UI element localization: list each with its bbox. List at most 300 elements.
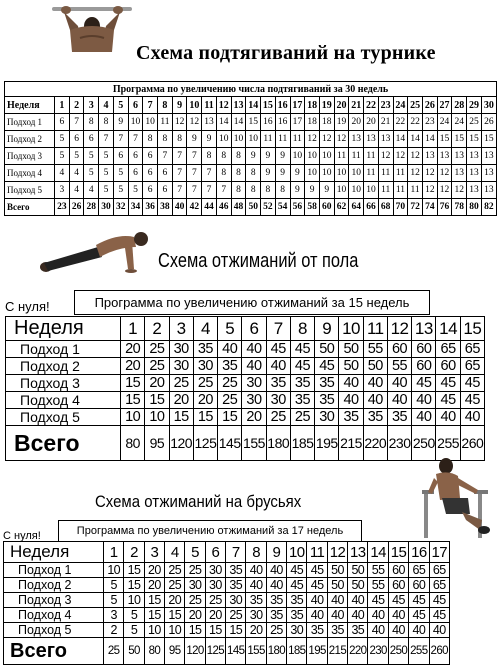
pullups-set-label: Подход 2	[5, 131, 55, 148]
dips-rep-cell: 40	[409, 623, 429, 638]
pushups-rep-cell: 30	[315, 409, 339, 426]
dips-set-row	[4, 563, 450, 578]
pushups-rep-cell: 45	[412, 375, 436, 392]
dips-rep-cell: 10	[124, 593, 144, 608]
dips-rep-cell: 65	[409, 563, 429, 578]
dips-rep-cell: 65	[429, 578, 450, 593]
dips-rep-cell: 55	[368, 563, 388, 578]
dips-rep-cell: 35	[327, 623, 347, 638]
dips-rep-cell: 45	[429, 608, 450, 623]
pullups-week-number: 2	[69, 97, 84, 114]
pullups-rep-cell: 11	[364, 148, 379, 165]
pushups-total-cell: 250	[412, 426, 436, 461]
dips-rep-cell: 15	[165, 608, 185, 623]
dips-rep-cell: 35	[287, 593, 307, 608]
dips-rep-cell: 35	[226, 578, 246, 593]
pullups-rep-cell: 5	[113, 182, 128, 199]
pullups-rep-cell: 16	[275, 114, 290, 131]
pushup-man-illustration	[38, 227, 150, 275]
pushups-total-cell: 80	[121, 426, 145, 461]
pullups-rep-cell: 12	[452, 182, 467, 199]
dips-rep-cell: 30	[246, 608, 266, 623]
pullups-total-cell: 28	[84, 199, 99, 216]
pushups-total-cell: 220	[363, 426, 387, 461]
pullups-week-number: 25	[408, 97, 423, 114]
dips-rep-cell: 35	[287, 608, 307, 623]
pullups-rep-cell: 9	[261, 148, 276, 165]
pushups-total-cell: 95	[145, 426, 169, 461]
pullups-rep-cell: 6	[84, 131, 99, 148]
pushups-total-cell: 145	[218, 426, 242, 461]
pushups-rep-cell: 45	[290, 358, 314, 375]
pushups-rep-cell: 15	[169, 409, 193, 426]
dips-rep-cell: 40	[246, 578, 266, 593]
pullups-rep-cell: 15	[437, 131, 452, 148]
pullups-rep-cell: 9	[275, 148, 290, 165]
pushups-rep-cell: 40	[363, 375, 387, 392]
pullups-rep-cell: 11	[378, 165, 393, 182]
dips-rep-cell: 40	[368, 608, 388, 623]
dips-rep-cell: 40	[348, 608, 368, 623]
dips-table	[3, 541, 450, 665]
pullups-rep-cell: 7	[187, 165, 202, 182]
pushups-rep-cell: 60	[412, 358, 436, 375]
dips-total-cell: 215	[327, 638, 347, 665]
pullups-rep-cell: 12	[437, 182, 452, 199]
pushups-week-header-label: Неделя	[6, 317, 121, 341]
dips-rep-cell: 65	[429, 563, 450, 578]
pushups-total-row	[6, 426, 485, 461]
pullups-rep-cell: 12	[393, 148, 408, 165]
pullups-total-cell: 42	[187, 199, 202, 216]
pullups-rep-cell: 8	[246, 165, 261, 182]
pushups-week-number: 10	[339, 317, 363, 341]
pullups-rep-cell: 12	[422, 165, 437, 182]
pullups-rep-cell: 10	[319, 148, 334, 165]
pullups-rep-cell: 9	[202, 131, 217, 148]
pullups-rep-cell: 23	[422, 114, 437, 131]
pullups-total-cell: 36	[143, 199, 158, 216]
dips-start-note: С нуля!	[3, 530, 41, 542]
pullups-rep-cell: 7	[187, 148, 202, 165]
dips-rep-cell: 25	[185, 593, 205, 608]
pullups-rep-cell: 10	[349, 182, 364, 199]
dips-rep-cell: 15	[124, 563, 144, 578]
pullups-rep-cell: 14	[231, 114, 246, 131]
dips-rep-cell: 30	[287, 623, 307, 638]
dips-rep-cell: 60	[388, 578, 408, 593]
pullups-total-cell: 68	[378, 199, 393, 216]
pullups-rep-cell: 3	[55, 182, 70, 199]
dips-rep-cell: 40	[368, 623, 388, 638]
pullups-rep-cell: 8	[231, 165, 246, 182]
pullups-rep-cell: 12	[378, 148, 393, 165]
pullups-rep-cell: 15	[467, 131, 482, 148]
dips-rep-cell: 60	[409, 578, 429, 593]
pullups-rep-cell: 9	[187, 131, 202, 148]
dips-rep-cell: 45	[388, 593, 408, 608]
dips-rep-cell: 35	[226, 563, 246, 578]
pushups-rep-cell: 40	[387, 375, 411, 392]
dips-rep-cell: 25	[165, 563, 185, 578]
dips-week-number: 14	[368, 542, 388, 563]
pushups-rep-cell: 25	[169, 375, 193, 392]
pushups-set-row	[6, 375, 485, 392]
pullups-week-number: 29	[467, 97, 482, 114]
pullups-rep-cell: 14	[216, 114, 231, 131]
dips-rep-cell: 35	[246, 593, 266, 608]
pullup-man-illustration	[52, 4, 132, 52]
pullups-week-number: 12	[216, 97, 231, 114]
pullups-rep-cell: 11	[275, 131, 290, 148]
pullups-rep-cell: 4	[69, 165, 84, 182]
pushups-rep-cell: 15	[145, 392, 169, 409]
pushups-rep-cell: 50	[315, 341, 339, 358]
pullups-rep-cell: 7	[187, 182, 202, 199]
pushups-rep-cell: 45	[460, 392, 484, 409]
pushups-rep-cell: 25	[266, 409, 290, 426]
pullups-rep-cell: 10	[216, 131, 231, 148]
pullups-rep-cell: 17	[290, 114, 305, 131]
pullups-rep-cell: 15	[481, 131, 496, 148]
pullups-rep-cell: 12	[172, 114, 187, 131]
pushups-rep-cell: 45	[290, 341, 314, 358]
dips-week-number: 2	[124, 542, 144, 563]
pullups-rep-cell: 5	[99, 148, 114, 165]
pushups-rep-cell: 25	[145, 358, 169, 375]
dips-rep-cell: 40	[327, 608, 347, 623]
pushups-rep-cell: 40	[218, 341, 242, 358]
pullups-total-cell: 40	[172, 199, 187, 216]
pushups-rep-cell: 35	[193, 341, 217, 358]
pullups-total-cell: 50	[246, 199, 261, 216]
dips-rep-cell: 60	[388, 563, 408, 578]
pullups-rep-cell: 22	[393, 114, 408, 131]
dips-rep-cell: 20	[165, 593, 185, 608]
pullups-total-cell: 80	[467, 199, 482, 216]
dips-rep-cell: 15	[185, 623, 205, 638]
pullups-rep-cell: 9	[290, 165, 305, 182]
pullups-week-number: 18	[305, 97, 320, 114]
pullups-week-number: 22	[364, 97, 379, 114]
dips-header-row	[4, 542, 450, 563]
pullups-rep-cell: 10	[305, 148, 320, 165]
pullups-rep-cell: 19	[334, 114, 349, 131]
pullups-rep-cell: 13	[364, 131, 379, 148]
dips-total-cell: 95	[165, 638, 185, 665]
dips-week-number: 16	[409, 542, 429, 563]
pullups-rep-cell: 5	[99, 182, 114, 199]
pullups-set-label: Подход 4	[5, 165, 55, 182]
pullups-rep-cell: 26	[481, 114, 496, 131]
dips-total-cell: 120	[185, 638, 205, 665]
dips-rep-cell: 50	[327, 578, 347, 593]
pushups-header-row	[6, 317, 485, 341]
pullups-rep-cell: 13	[452, 148, 467, 165]
pullups-rep-cell: 11	[334, 148, 349, 165]
pullups-rep-cell: 11	[349, 148, 364, 165]
dips-week-number: 8	[246, 542, 266, 563]
dips-rep-cell: 25	[226, 608, 246, 623]
pushups-rep-cell: 15	[193, 409, 217, 426]
dips-total-cell: 230	[368, 638, 388, 665]
dips-total-cell: 80	[144, 638, 164, 665]
dips-rep-cell: 55	[368, 578, 388, 593]
dips-rep-cell: 40	[388, 608, 408, 623]
pushups-rep-cell: 40	[363, 392, 387, 409]
pullups-rep-cell: 13	[481, 148, 496, 165]
dips-rep-cell: 50	[327, 563, 347, 578]
pullups-rep-cell: 12	[408, 165, 423, 182]
pushups-rep-cell: 40	[242, 341, 266, 358]
pullups-header-row	[5, 97, 497, 114]
pullups-rep-cell: 11	[261, 131, 276, 148]
dips-rep-cell: 40	[307, 593, 327, 608]
pullups-rep-cell: 4	[55, 165, 70, 182]
pushups-rep-cell: 55	[363, 341, 387, 358]
pushups-rep-cell: 40	[460, 409, 484, 426]
pullups-rep-cell: 11	[408, 182, 423, 199]
pullups-rep-cell: 13	[467, 148, 482, 165]
pushups-rep-cell: 65	[460, 358, 484, 375]
pullups-week-number: 1	[55, 97, 70, 114]
pullups-rep-cell: 8	[143, 131, 158, 148]
pushups-week-number: 15	[460, 317, 484, 341]
pullups-set-label: Подход 1	[5, 114, 55, 131]
pullups-rep-cell: 13	[202, 114, 217, 131]
pullups-rep-cell: 10	[349, 165, 364, 182]
pullups-rep-cell: 7	[113, 131, 128, 148]
pushups-caption: Программа по увеличению отжиманий за 15 недель	[74, 290, 430, 315]
dips-rep-cell: 5	[124, 623, 144, 638]
pullups-rep-cell: 8	[202, 148, 217, 165]
pullups-total-cell: 76	[437, 199, 452, 216]
pullups-rep-cell: 12	[408, 148, 423, 165]
dips-rep-cell: 25	[205, 593, 225, 608]
pullups-week-number: 19	[319, 97, 334, 114]
pullups-week-number: 17	[290, 97, 305, 114]
pullups-week-header-label: Неделя	[5, 97, 55, 114]
dips-rep-cell: 40	[348, 593, 368, 608]
pushups-set-label: Подход 5	[6, 409, 121, 426]
pullups-rep-cell: 10	[246, 131, 261, 148]
pullups-set-row	[5, 148, 497, 165]
pushups-rep-cell: 60	[412, 341, 436, 358]
pullups-week-number: 6	[128, 97, 143, 114]
pullups-rep-cell: 10	[334, 182, 349, 199]
pullups-week-number: 21	[349, 97, 364, 114]
pushups-week-number: 1	[121, 317, 145, 341]
pullups-rep-cell: 5	[84, 165, 99, 182]
pullups-rep-cell: 11	[364, 165, 379, 182]
dips-rep-cell: 45	[409, 593, 429, 608]
pullups-rep-cell: 20	[349, 114, 364, 131]
dips-rep-cell: 5	[124, 608, 144, 623]
pushups-table	[5, 316, 485, 461]
dips-rep-cell: 45	[307, 578, 327, 593]
dips-rep-cell: 40	[388, 623, 408, 638]
dips-total-cell: 155	[246, 638, 266, 665]
pullups-rep-cell: 12	[422, 182, 437, 199]
pushups-rep-cell: 35	[363, 409, 387, 426]
pushups-rep-cell: 25	[218, 392, 242, 409]
pullups-rep-cell: 9	[305, 182, 320, 199]
pushups-total-cell: 195	[315, 426, 339, 461]
pushups-week-number: 3	[169, 317, 193, 341]
pushups-set-label: Подход 4	[6, 392, 121, 409]
dips-week-number: 6	[205, 542, 225, 563]
dips-week-number: 7	[226, 542, 246, 563]
pullups-rep-cell: 7	[172, 165, 187, 182]
dips-rep-cell: 20	[144, 578, 164, 593]
pullups-total-cell: 82	[481, 199, 496, 216]
pullups-total-cell: 46	[216, 199, 231, 216]
pullups-set-label: Подход 3	[5, 148, 55, 165]
pullups-rep-cell: 11	[378, 182, 393, 199]
pullups-week-number: 20	[334, 97, 349, 114]
pushups-rep-cell: 40	[412, 392, 436, 409]
pullups-week-number: 5	[113, 97, 128, 114]
pullups-rep-cell: 10	[364, 182, 379, 199]
dips-set-row	[4, 593, 450, 608]
dips-rep-cell: 3	[104, 608, 124, 623]
pullups-week-number: 3	[84, 97, 99, 114]
pullups-rep-cell: 8	[275, 182, 290, 199]
pushups-rep-cell: 25	[218, 375, 242, 392]
pullups-week-number: 24	[393, 97, 408, 114]
pullups-week-number: 4	[99, 97, 114, 114]
pullups-rep-cell: 6	[143, 148, 158, 165]
pullups-rep-cell: 20	[364, 114, 379, 131]
pullups-week-number: 10	[187, 97, 202, 114]
pushups-rep-cell: 65	[460, 341, 484, 358]
pushups-week-number: 11	[363, 317, 387, 341]
pullups-rep-cell: 8	[261, 182, 276, 199]
pushups-rep-cell: 35	[266, 375, 290, 392]
dips-total-cell: 25	[104, 638, 124, 665]
dips-rep-cell: 50	[348, 563, 368, 578]
pullups-total-cell: 58	[305, 199, 320, 216]
pushups-week-number: 2	[145, 317, 169, 341]
pushups-rep-cell: 60	[387, 341, 411, 358]
pullups-rep-cell: 4	[84, 182, 99, 199]
pushups-rep-cell: 40	[387, 392, 411, 409]
pushups-rep-cell: 15	[121, 392, 145, 409]
pushups-rep-cell: 20	[145, 375, 169, 392]
pushups-rep-cell: 35	[387, 409, 411, 426]
pullups-rep-cell: 18	[319, 114, 334, 131]
pushups-rep-cell: 50	[363, 358, 387, 375]
pushups-total-cell: 185	[290, 426, 314, 461]
pushups-set-row	[6, 358, 485, 375]
pullups-week-number: 9	[172, 97, 187, 114]
pushups-week-number: 14	[436, 317, 460, 341]
dips-title: Схема отжиманий на брусьях	[95, 492, 302, 511]
pushups-rep-cell: 15	[121, 375, 145, 392]
pullups-rep-cell: 6	[143, 182, 158, 199]
pushups-rep-cell: 25	[290, 409, 314, 426]
pullups-rep-cell: 8	[216, 165, 231, 182]
dips-week-number: 13	[348, 542, 368, 563]
pullups-rep-cell: 12	[319, 131, 334, 148]
pullups-rep-cell: 8	[216, 148, 231, 165]
pullups-rep-cell: 5	[128, 182, 143, 199]
pushups-total-cell: 230	[387, 426, 411, 461]
pullups-set-label: Подход 5	[5, 182, 55, 199]
pushups-week-number: 9	[315, 317, 339, 341]
pullups-week-number: 14	[246, 97, 261, 114]
pushups-rep-cell: 40	[412, 409, 436, 426]
pushups-rep-cell: 20	[242, 409, 266, 426]
dips-rep-cell: 25	[165, 578, 185, 593]
pullups-rep-cell: 10	[128, 114, 143, 131]
pullups-rep-cell: 7	[172, 182, 187, 199]
dips-rep-cell: 35	[266, 608, 286, 623]
pushups-rep-cell: 55	[387, 358, 411, 375]
dips-rep-cell: 20	[144, 563, 164, 578]
pushups-rep-cell: 20	[121, 341, 145, 358]
pullups-rep-cell: 7	[202, 165, 217, 182]
pullups-rep-cell: 6	[158, 165, 173, 182]
pushups-total-cell: 155	[242, 426, 266, 461]
dips-rep-cell: 30	[185, 578, 205, 593]
pushups-rep-cell: 40	[339, 375, 363, 392]
pullups-rep-cell: 9	[246, 148, 261, 165]
pushups-title: Схема отжиманий от пола	[158, 250, 359, 272]
dips-set-label: Подход 4	[4, 608, 104, 623]
dips-week-number: 5	[185, 542, 205, 563]
pushups-rep-cell: 40	[436, 409, 460, 426]
pushups-rep-cell: 30	[266, 392, 290, 409]
pullups-total-cell: 62	[334, 199, 349, 216]
pushups-rep-cell: 35	[315, 392, 339, 409]
pullups-title: Схема подтягиваний на турнике	[136, 42, 436, 64]
pushups-set-label: Подход 1	[6, 341, 121, 358]
pullups-rep-cell: 7	[158, 148, 173, 165]
dips-total-cell: 50	[124, 638, 144, 665]
dips-rep-cell: 30	[226, 593, 246, 608]
pushups-rep-cell: 10	[121, 409, 145, 426]
pullups-rep-cell: 5	[113, 165, 128, 182]
pushups-total-label: Всего	[6, 426, 121, 461]
dips-total-cell: 255	[409, 638, 429, 665]
pullups-rep-cell: 8	[246, 182, 261, 199]
pushups-set-row	[6, 392, 485, 409]
pushups-week-number: 8	[290, 317, 314, 341]
pullups-rep-cell: 12	[305, 131, 320, 148]
dips-rep-cell: 45	[287, 578, 307, 593]
pullups-set-row	[5, 131, 497, 148]
pullups-week-number: 11	[202, 97, 217, 114]
pushups-week-number: 4	[193, 317, 217, 341]
pushups-rep-cell: 50	[339, 341, 363, 358]
pullups-rep-cell: 4	[69, 182, 84, 199]
dips-total-cell: 125	[205, 638, 225, 665]
pullups-total-cell: 70	[393, 199, 408, 216]
dips-set-label: Подход 3	[4, 593, 104, 608]
pushups-week-number: 7	[266, 317, 290, 341]
pullups-rep-cell: 5	[84, 148, 99, 165]
pushups-rep-cell: 45	[315, 358, 339, 375]
pullups-rep-cell: 21	[378, 114, 393, 131]
pullups-total-row	[5, 199, 497, 216]
dips-total-cell: 185	[287, 638, 307, 665]
pushups-rep-cell: 35	[339, 409, 363, 426]
dips-rep-cell: 45	[287, 563, 307, 578]
pullups-rep-cell: 7	[216, 182, 231, 199]
dips-caption: Программа по увеличению отжиманий за 17 недель	[58, 520, 362, 542]
dips-rep-cell: 10	[165, 623, 185, 638]
